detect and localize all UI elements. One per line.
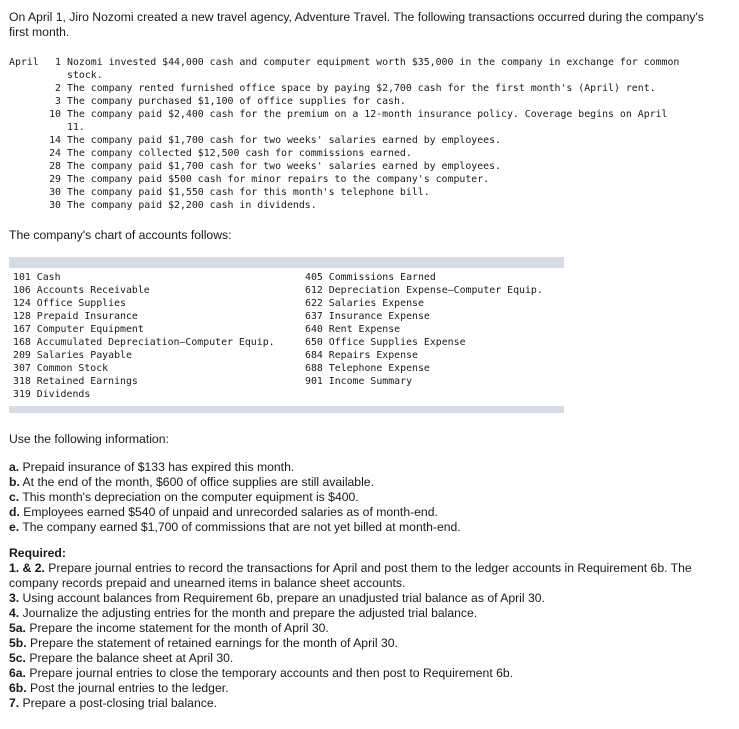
transaction-text: Nozomi invested $44,000 cash and computer equipment worth $35,000 in the company in exchange for common <box>67 57 680 68</box>
required-item-key: 6a. <box>9 666 26 680</box>
transaction-row <box>9 147 731 160</box>
account-item: 167 Computer Equipment <box>13 324 144 335</box>
required-heading: Required: <box>9 546 66 560</box>
transaction-day: 14 <box>49 135 61 146</box>
required-item-key: 3. <box>9 591 20 605</box>
required-item <box>9 681 729 696</box>
transaction-day: 28 <box>49 161 61 172</box>
required-section <box>9 546 729 711</box>
transaction-day: 3 <box>55 96 61 107</box>
account-item: 319 Dividends <box>13 389 91 400</box>
transaction-month <box>9 134 43 147</box>
information-item-key: a. <box>9 460 20 474</box>
transaction-row <box>9 56 731 69</box>
transaction-row <box>9 199 731 212</box>
information-item <box>9 520 729 535</box>
transaction-spacer <box>43 121 67 134</box>
table-footer-bar <box>9 406 564 413</box>
transaction-day: 1 <box>55 57 61 68</box>
required-item-key: 5a. <box>9 621 26 635</box>
required-item-text: Prepare the balance sheet at April 30. <box>25 651 234 665</box>
intro-paragraph: On April 1, Jiro Nozomi created a new travel agency, Adventure Travel. The following transactions occurred during the company's first month. <box>9 10 704 39</box>
transaction-day: 24 <box>49 148 61 159</box>
information-item <box>9 490 729 505</box>
account-item: 101 Cash <box>13 272 61 283</box>
transaction-month <box>9 147 43 160</box>
transaction-text: The company paid $1,700 cash for two weeks' salaries earned by employees. <box>67 135 502 146</box>
transaction-row-continued <box>9 69 731 82</box>
transaction-row <box>9 160 731 173</box>
transaction-spacer <box>43 69 67 82</box>
required-item-text: Using account balances from Requirement 6b, prepare an unadjusted trial balance as of April 30. <box>19 591 545 605</box>
required-item <box>9 666 729 681</box>
required-item <box>9 636 729 651</box>
accounts-right-column <box>305 271 543 388</box>
account-item: 622 Salaries Expense <box>305 298 424 309</box>
transaction-row <box>9 82 731 95</box>
information-list <box>9 460 729 535</box>
transactions-list <box>9 56 731 212</box>
required-item <box>9 561 729 591</box>
account-item: 650 Office Supplies Expense <box>305 337 466 348</box>
required-item-key: 7. <box>9 696 20 710</box>
account-item: 106 Accounts Receivable <box>13 285 150 296</box>
transaction-month <box>9 95 43 108</box>
required-item-key: 4. <box>9 606 20 620</box>
transaction-day: 29 <box>49 174 61 185</box>
transaction-text-continued: stock. <box>67 70 103 81</box>
account-item: 318 Retained Earnings <box>13 376 138 387</box>
required-item-text: Prepare journal entries to close the temporary accounts and then post to Requirement 6b. <box>25 666 514 680</box>
transaction-month <box>9 186 43 199</box>
transaction-month <box>9 199 43 212</box>
transaction-text: The company collected $12,500 cash for commissions earned. <box>67 148 412 159</box>
required-item-text: Prepare the statement of retained earnings for the month of April 30. <box>26 636 398 650</box>
information-item-text: Employees earned $540 of unpaid and unrecorded salaries as of month-end. <box>19 505 438 519</box>
transaction-text: The company paid $2,400 cash for the premium on a 12-month insurance policy. Coverage begins on April <box>67 109 668 120</box>
required-item-key: 5b. <box>9 636 27 650</box>
information-item-text: This month's depreciation on the computer equipment is $400. <box>19 490 359 504</box>
account-item: 637 Insurance Expense <box>305 311 430 322</box>
transaction-text: The company paid $500 cash for minor repairs to the company's computer. <box>67 174 490 185</box>
transaction-month <box>9 108 43 121</box>
required-item <box>9 591 729 606</box>
information-heading: Use the following information: <box>9 432 169 446</box>
required-item <box>9 606 729 621</box>
required-item-key: 1. & 2. <box>9 561 45 575</box>
information-item-key: c. <box>9 490 20 504</box>
transaction-day: 30 <box>49 200 61 211</box>
table-header-bar <box>9 257 564 268</box>
transaction-spacer <box>9 69 43 82</box>
transaction-day: 10 <box>49 109 61 120</box>
transaction-text-continued: 11. <box>67 122 85 133</box>
information-section <box>9 432 729 535</box>
information-item-text: The company earned $1,700 of commissions that are not yet billed at month-end. <box>19 520 461 534</box>
account-item: 124 Office Supplies <box>13 298 126 309</box>
chart-of-accounts-intro: The company's chart of accounts follows: <box>9 228 232 242</box>
information-item-key: e. <box>9 520 20 534</box>
information-item <box>9 505 729 520</box>
transaction-text: The company rented furnished office space by paying $2,700 cash for the first month's (April) rent. <box>67 83 656 94</box>
account-item: 128 Prepaid Insurance <box>13 311 138 322</box>
transaction-day: 2 <box>55 83 61 94</box>
information-item-text: At the end of the month, $600 of office supplies are still available. <box>19 475 374 489</box>
information-item <box>9 475 729 490</box>
required-item-text: Prepare the income statement for the month of April 30. <box>25 621 329 635</box>
account-item: 209 Salaries Payable <box>13 350 132 361</box>
account-item: 168 Accumulated Depreciation—Computer Equip. <box>13 337 275 348</box>
transaction-row <box>9 134 731 147</box>
required-item-text: Prepare journal entries to record the transactions for April and post them to the ledger accounts in Requirement 6b. The company records prepaid and unearned items in balance sheet accounts. <box>9 561 692 590</box>
required-item-key: 6b. <box>9 681 27 695</box>
transaction-text: The company purchased $1,100 of office supplies for cash. <box>67 96 406 107</box>
required-item-text: Prepare a post-closing trial balance. <box>19 696 217 710</box>
transaction-row <box>9 173 731 186</box>
account-item: 405 Commissions Earned <box>305 272 436 283</box>
transaction-row <box>9 108 731 121</box>
transaction-row-continued <box>9 121 731 134</box>
chart-of-accounts-table <box>9 257 564 413</box>
required-item <box>9 651 729 666</box>
transaction-day: 30 <box>49 187 61 198</box>
information-item-key: b. <box>9 475 20 489</box>
account-item: 688 Telephone Expense <box>305 363 430 374</box>
required-list <box>9 561 729 711</box>
account-item: 640 Rent Expense <box>305 324 401 335</box>
required-item-text: Journalize the adjusting entries for the month and prepare the adjusted trial balance. <box>19 606 478 620</box>
information-item-text: Prepaid insurance of $133 has expired this month. <box>19 460 295 474</box>
information-item <box>9 460 729 475</box>
transaction-month <box>9 160 43 173</box>
transaction-month <box>9 173 43 186</box>
account-item: 612 Depreciation Expense—Computer Equip. <box>305 285 543 296</box>
transaction-month: April <box>9 57 39 68</box>
transaction-text: The company paid $2,200 cash in dividends. <box>67 200 317 211</box>
required-item <box>9 621 729 636</box>
account-item: 307 Common Stock <box>13 363 109 374</box>
required-item-key: 5c. <box>9 651 26 665</box>
transaction-month <box>9 82 43 95</box>
accounts-left-column <box>13 271 275 401</box>
transaction-text: The company paid $1,550 cash for this month's telephone bill. <box>67 187 430 198</box>
transaction-row <box>9 186 731 199</box>
account-item: 901 Income Summary <box>305 376 413 387</box>
transaction-row <box>9 95 731 108</box>
required-item <box>9 696 729 711</box>
transaction-text: The company paid $1,700 cash for two weeks' salaries earned by employees. <box>67 161 502 172</box>
transaction-spacer <box>9 121 43 134</box>
information-item-key: d. <box>9 505 20 519</box>
account-item: 684 Repairs Expense <box>305 350 418 361</box>
required-item-text: Post the journal entries to the ledger. <box>26 681 229 695</box>
